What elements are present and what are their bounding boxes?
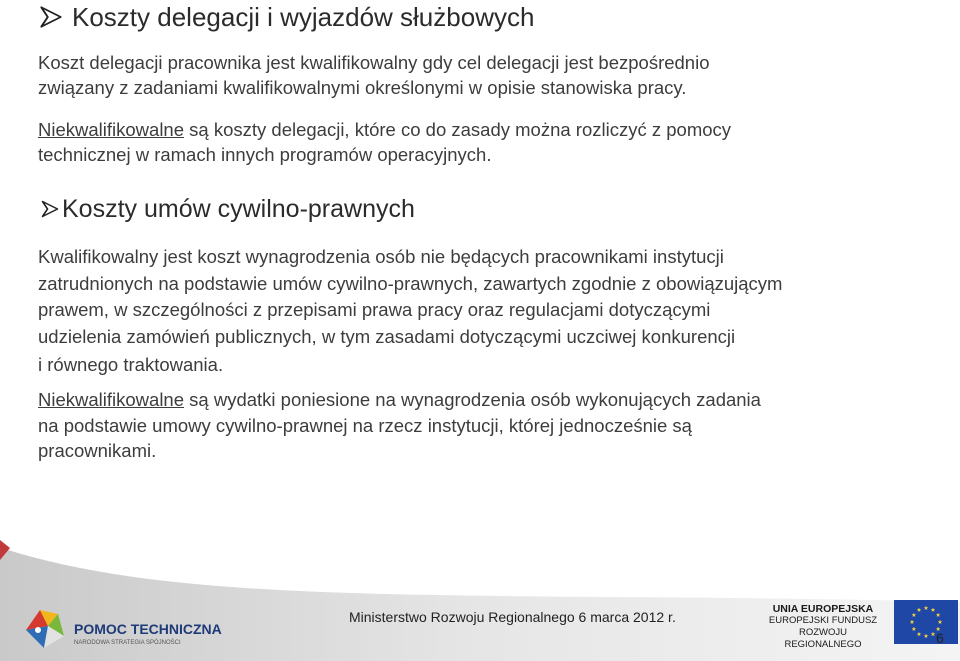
slide-title-2-text: Koszty umów cywilno-prawnych	[62, 194, 415, 223]
text-line: udzielenia zamówień publicznych, w tym zasadami dotyczącymi uczciwej konkurencji	[38, 325, 736, 347]
text-span: są wydatki poniesione na wynagrodzenia osób wykonujących zadania	[184, 389, 761, 410]
eu-flag-icon	[894, 600, 958, 644]
text-line: zatrudnionych na podstawie umów cywilno-prawnych, zawartych zgodnie z obowiązującym	[38, 272, 783, 294]
text-line: technicznej w ramach innych programów operacyjnych.	[38, 144, 492, 165]
eu-line-3: ROZWOJU REGIONALNEGO	[784, 627, 862, 650]
paragraph-delegation-eligible	[38, 50, 918, 100]
paragraph-contracts-ineligible	[38, 387, 918, 464]
paragraph-contracts-eligible	[38, 244, 918, 379]
text-line: związany z zadaniami kwalifikowalnymi określonymi w opisie stanowiska pracy.	[38, 77, 687, 98]
text-line: prawem, w szczególności z przepisami prawa pracy oraz regulacjami dotyczącymi	[38, 299, 711, 320]
slide-title-1	[38, 0, 534, 34]
underlined-term: Niekwalifikowalne	[38, 119, 185, 140]
text-span: są koszty delegacji, które co do zasady można rozliczyć z pomocy	[184, 119, 732, 140]
eu-line-2: EUROPEJSKI FUNDUSZ	[768, 615, 878, 626]
paragraph-delegation-ineligible	[38, 117, 918, 167]
arrow-bullet-icon	[38, 4, 64, 30]
slide-title-1-text: Koszty delegacji i wyjazdów służbowych	[72, 1, 535, 32]
pt-logo-subtext: NARODOWA STRATEGIA SPÓJNOŚCI	[74, 640, 181, 646]
text-line: pracownikami.	[38, 440, 157, 461]
footer-ministry-date: Ministerstwo Rozwoju Regionalnego 6 marca 2012 r.	[349, 609, 676, 625]
text-line	[38, 117, 918, 142]
pt-logo-text: POMOC TECHNICZNA	[74, 621, 222, 637]
eu-fund-label	[760, 603, 886, 651]
text-line: Koszt delegacji pracownika jest kwalifikowalny gdy cel delegacji jest bezpośrednio	[38, 52, 710, 73]
text-line: i równego traktowania.	[38, 354, 224, 375]
pomoc-techniczna-logo	[18, 600, 238, 658]
page-number: 6	[936, 630, 944, 646]
text-line: na podstawie umowy cywilno-prawnej na rzecz instytucji, której jednocześnie są	[38, 414, 692, 436]
text-line: Kwalifikowalny jest koszt wynagrodzenia osób nie będących pracownikami instytucji	[38, 246, 724, 267]
slide-title-2	[40, 192, 415, 226]
arrow-bullet-icon	[40, 199, 60, 219]
text-line	[38, 387, 918, 413]
eu-line-1: UNIA EUROPEJSKA	[772, 603, 874, 615]
underlined-term: Niekwalifikowalne	[38, 389, 185, 410]
